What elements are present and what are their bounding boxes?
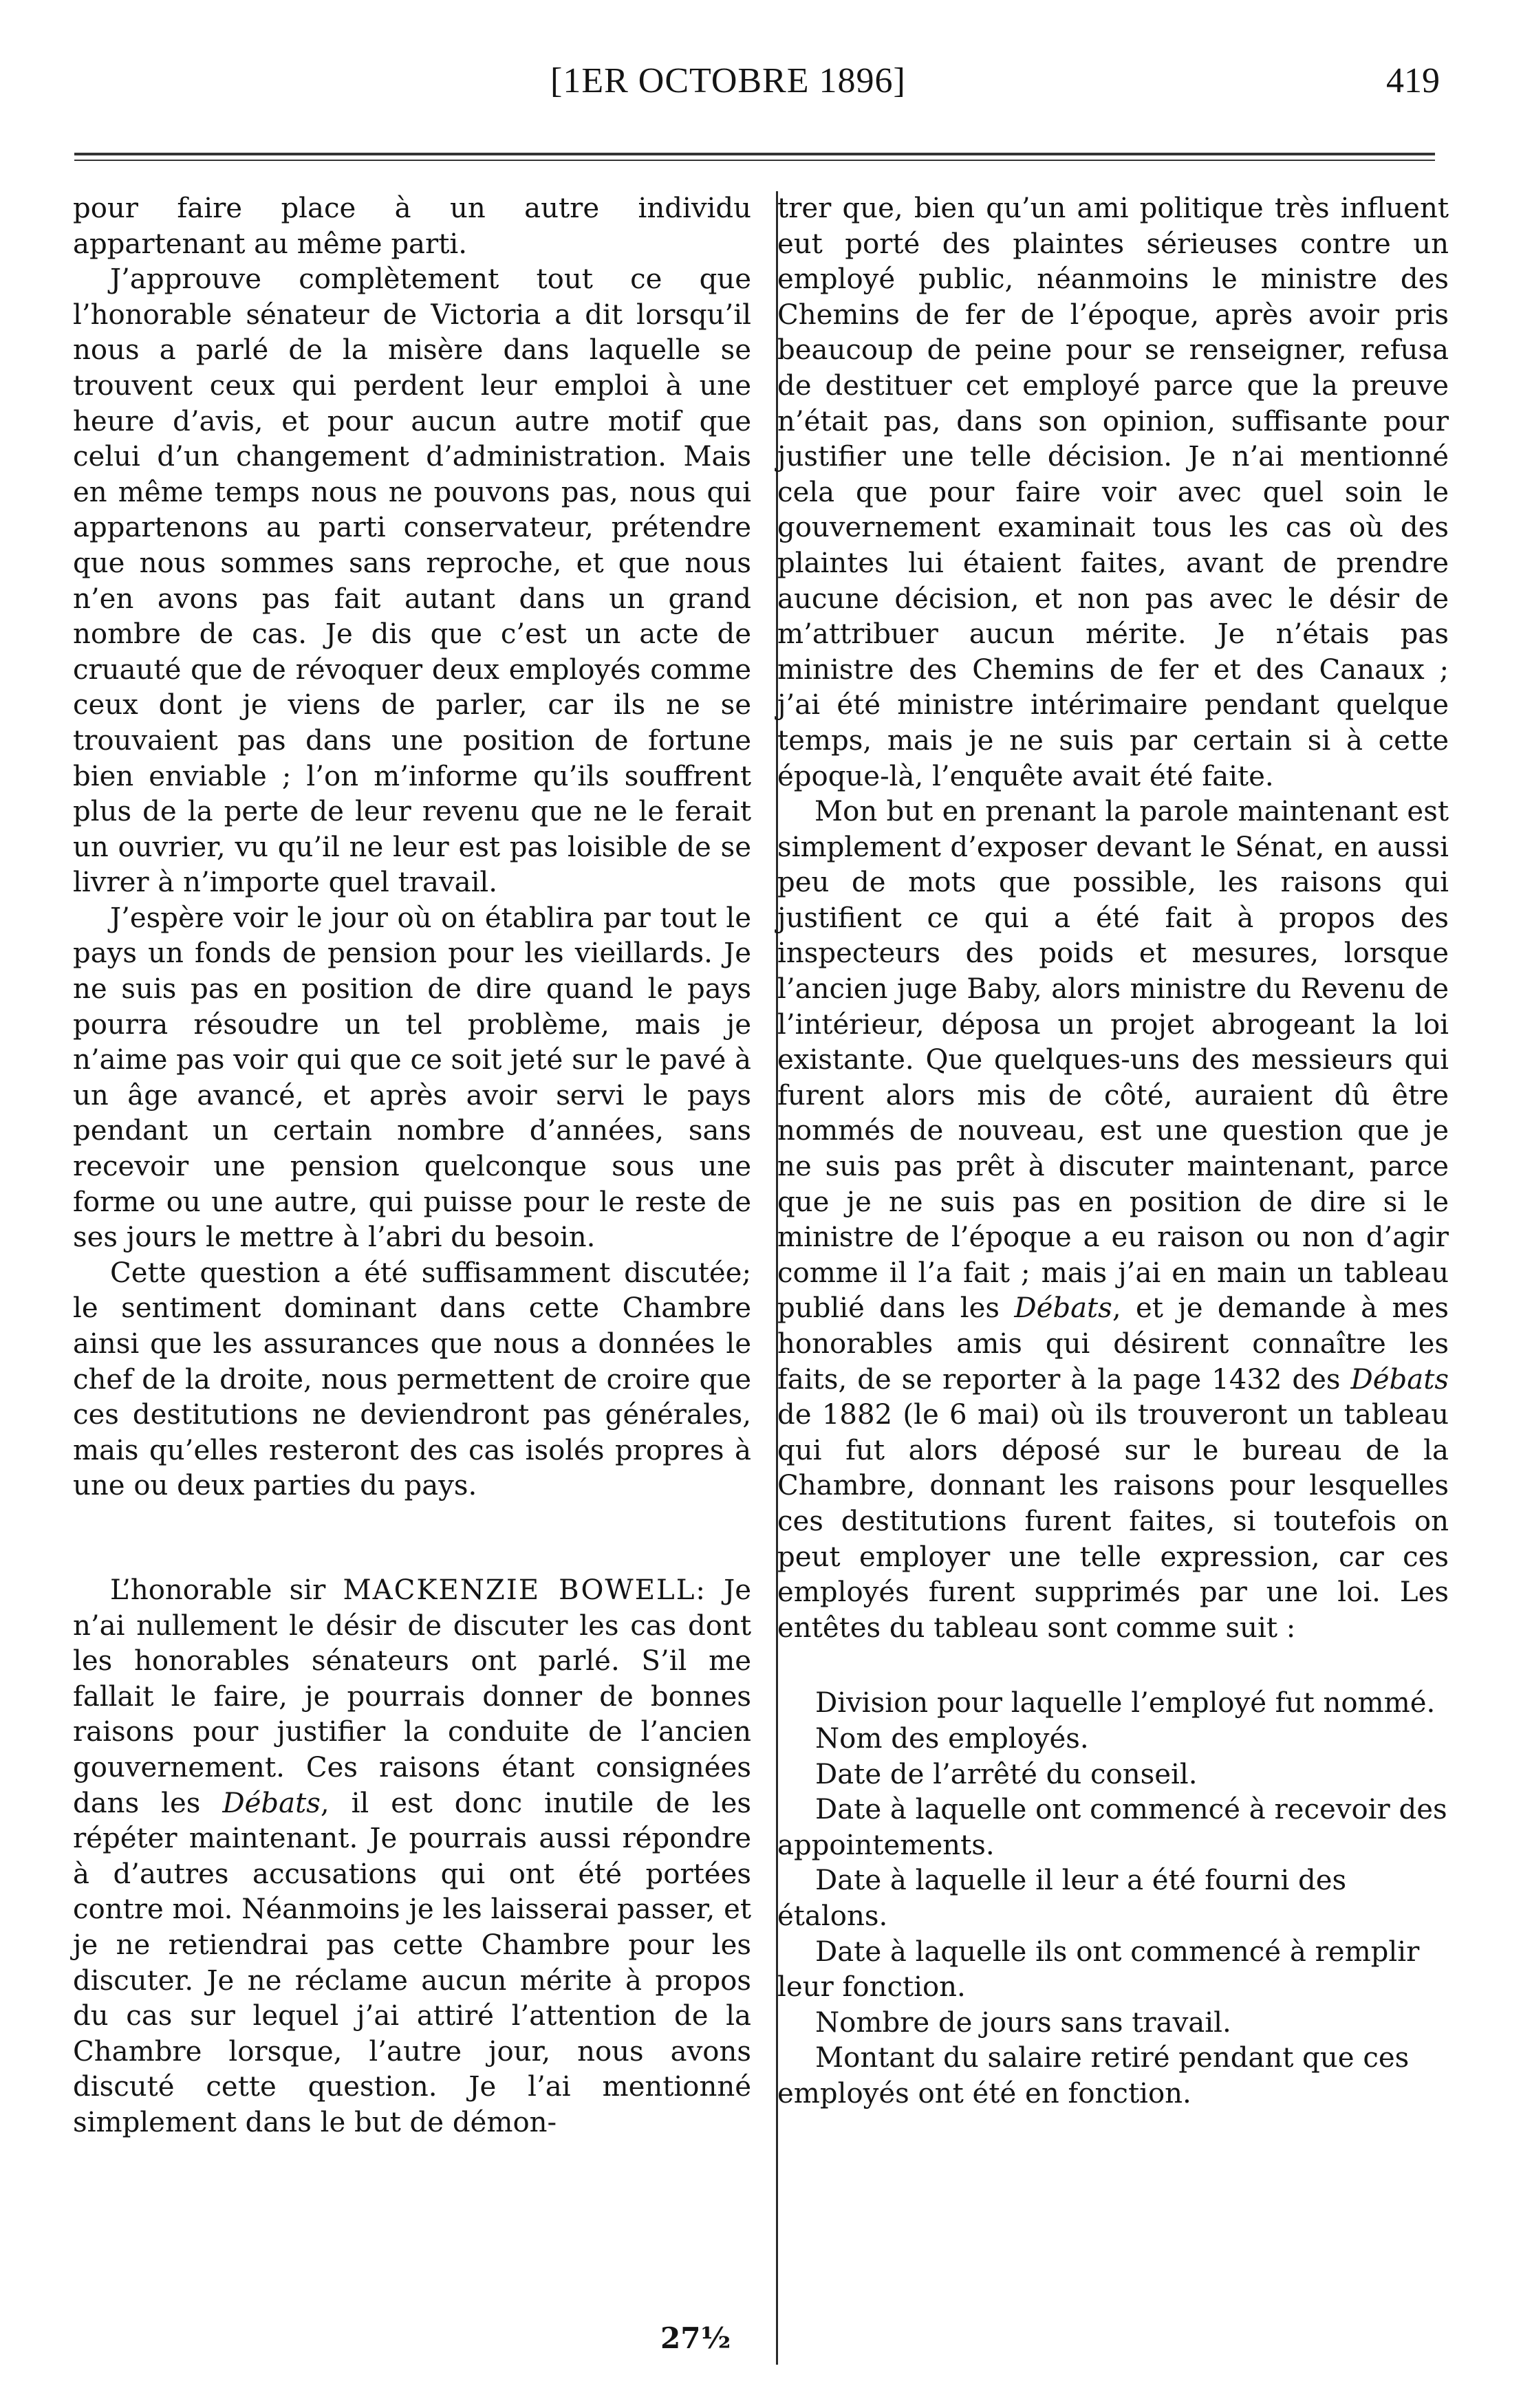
signature-mark: 27½ bbox=[660, 2321, 731, 2355]
paragraph-text: Mon but en prenant la parole maintenant est simplement d’exposer devant le Sénat, en aussi peu de mots que possible, les raisons qui justifient ce qui a été fait à propos des inspecteurs des poids et mesures, lorsque l’ancien juge Baby, alors ministre du Revenu de l’intérieur, déposa un projet abrogeant la loi existante. Que quelques-uns des messieurs qui furent alors mis de côté, auraient dû être nommés de nouveau, est une question que je ne suis pas prêt à discuter maintenant, parce que je ne suis pas en position de dire si le ministre de l’époque a eu raison ou non d’agir comme il l’a fait ; mais j’ai en main un tableau publié dans les bbox=[777, 796, 1449, 1325]
page-number: 419 bbox=[1386, 61, 1440, 100]
table-heading-item: Date à laquelle il leur a été fourni des étalons. bbox=[777, 1865, 1347, 1932]
speaker-intro: L’honorable sir bbox=[110, 1574, 343, 1606]
paragraph-text: , et je demande à mes honorables amis qui désirent connaître les faits, de se reporter à la page 1432 des bbox=[777, 1292, 1449, 1396]
paragraph: pour faire place à un autre individu appartenant au même parti. bbox=[73, 193, 751, 260]
paragraph bbox=[777, 794, 1449, 1646]
table-heading-item: Nom des employés. bbox=[815, 1722, 1089, 1755]
left-column bbox=[73, 191, 751, 2140]
italic-debats: Débats bbox=[1350, 1363, 1449, 1396]
table-heading-item: Montant du salaire retiré pendant que ces employés ont été en fonction. bbox=[777, 2042, 1410, 2109]
speech-paragraph bbox=[73, 1573, 751, 2141]
italic-debats: Débats bbox=[1014, 1292, 1112, 1325]
running-head: [1ER OCTOBRE 1896] bbox=[550, 61, 906, 100]
table-heading-item: Date de l’arrêté du conseil. bbox=[815, 1758, 1198, 1790]
table-heading-item: Nombre de jours sans travail. bbox=[815, 2006, 1231, 2039]
table-heading-item: Date à laquelle ils ont commencé à remplir leur fonction. bbox=[777, 1935, 1420, 2004]
page-header bbox=[0, 61, 1532, 109]
paragraph: J’approuve complètement tout ce que l’honorable sénateur de Victoria a dit lorsqu’il nous a parlé de la misère dans laquelle se trouvent ceux qui perdent leur emploi à une heure d’avis, et pour aucun autre motif que celui d’un changement d’administration. Mais en même temps nous ne pouvons pas, nous qui appartenons au parti conservateur, prétendre que nous sommes sans reproche, et que nous n’en avons pas fait autant dans un grand nombre de cas. Je dis que c’est un acte de cruauté que de révoquer deux employés comme ceux dont je viens de parler, car ils ne se trouvaient pas dans une position de fortune bien enviable ; l’on m’informe qu’ils souffrent plus de la perte de leur revenu que ne le ferait un ouvrier, vu qu’il ne leur est pas loisible de se livrer à n’importe quel travail. bbox=[73, 263, 751, 899]
right-column bbox=[777, 191, 1449, 2112]
paragraph: Cette question a été suffisamment discutée; le sentiment dominant dans cette Chambre ainsi que les assurances que nous a données le chef de la droite, nous permettent de croire que ces destitutions ne deviendront pas générales, mais qu’elles resteront des cas isolés propres à une ou deux parties du pays. bbox=[73, 1257, 751, 1502]
table-heading-item: Date à laquelle ont commencé à recevoir des appointements. bbox=[777, 1794, 1447, 1861]
header-rule bbox=[74, 153, 1435, 155]
table-heading-item: Division pour laquelle l’employé fut nommé. bbox=[815, 1687, 1436, 1720]
spacer bbox=[777, 1646, 1449, 1686]
paragraph-text: de 1882 (le 6 mai) où ils trouveront un tableau qui fut alors déposé sur le bureau de la Chambre, donnant les raisons pour lesquelles ces destitutions furent faites, si toutefois on peut employer une telle expression, car ces employés furent supprimés par une loi. Les entêtes du tableau sont comme suit : bbox=[777, 1399, 1449, 1644]
speech-text: Je n’ai nullement le désir de discuter les cas dont les honorables sénateurs ont parlé. S’il me fallait le faire, je pourrais donner de bonnes raisons pour justifier la conduite de l’ancien gouvernement. Ces raisons étant consignées dans les bbox=[73, 1574, 751, 1819]
italic-debats: Débats bbox=[222, 1787, 321, 1819]
speaker-name: MACKENZIE BOWELL: bbox=[343, 1574, 706, 1606]
speech-text: , il est donc inutile de les répéter maintenant. Je pourrais aussi répondre à d’autres accusations qui ont été portées contre moi. Néanmoins je les laisserai passer, et je ne retiendrai pas cette Chambre pour les discuter. Je ne réclame aucun mérite à propos du cas sur lequel j’ai attiré l’attention de la Chambre lorsque, l’autre jour, nous avons discuté cette question. Je l’ai mentionné simplement dans le but de démon- bbox=[73, 1787, 751, 2138]
header-rule-thin bbox=[74, 160, 1435, 161]
paragraph: J’espère voir le jour où on établira par tout le pays un fonds de pension pour les vieillards. Je ne suis pas en position de dire quand le pays pourra résoudre un tel problème, mais je n’aime pas voir qui que ce soit jeté sur le pavé à un âge avancé, et après avoir servi le pays pendant un certain nombre d’années, sans recevoir une pension quelconque sous une forme ou une autre, qui puisse pour le reste de ses jours le mettre à l’abri du besoin. bbox=[73, 902, 751, 1254]
paragraph: trer que, bien qu’un ami politique très influent eut porté des plaintes sérieuses contre un employé public, néanmoins le ministre des Chemins de fer de l’époque, après avoir pris beaucoup de peine pour se renseigner, refusa de destituer cet employé parce que la preuve n’était pas, dans son opinion, suffisante pour justifier une telle décision. Je n’ai mentionné cela que pour faire voir avec quel soin le gouvernement examinait tous les cas où des plaintes lui étaient faites, avant de prendre aucune décision, et non pas avec le désir de m’attribuer aucun mérite. Je n’étais pas ministre des Chemins de fer et des Canaux ; j’ai été ministre intérimaire pendant quelque temps, mais je ne suis par certain si à cette époque-là, l’enquête avait été faite. bbox=[777, 193, 1449, 792]
